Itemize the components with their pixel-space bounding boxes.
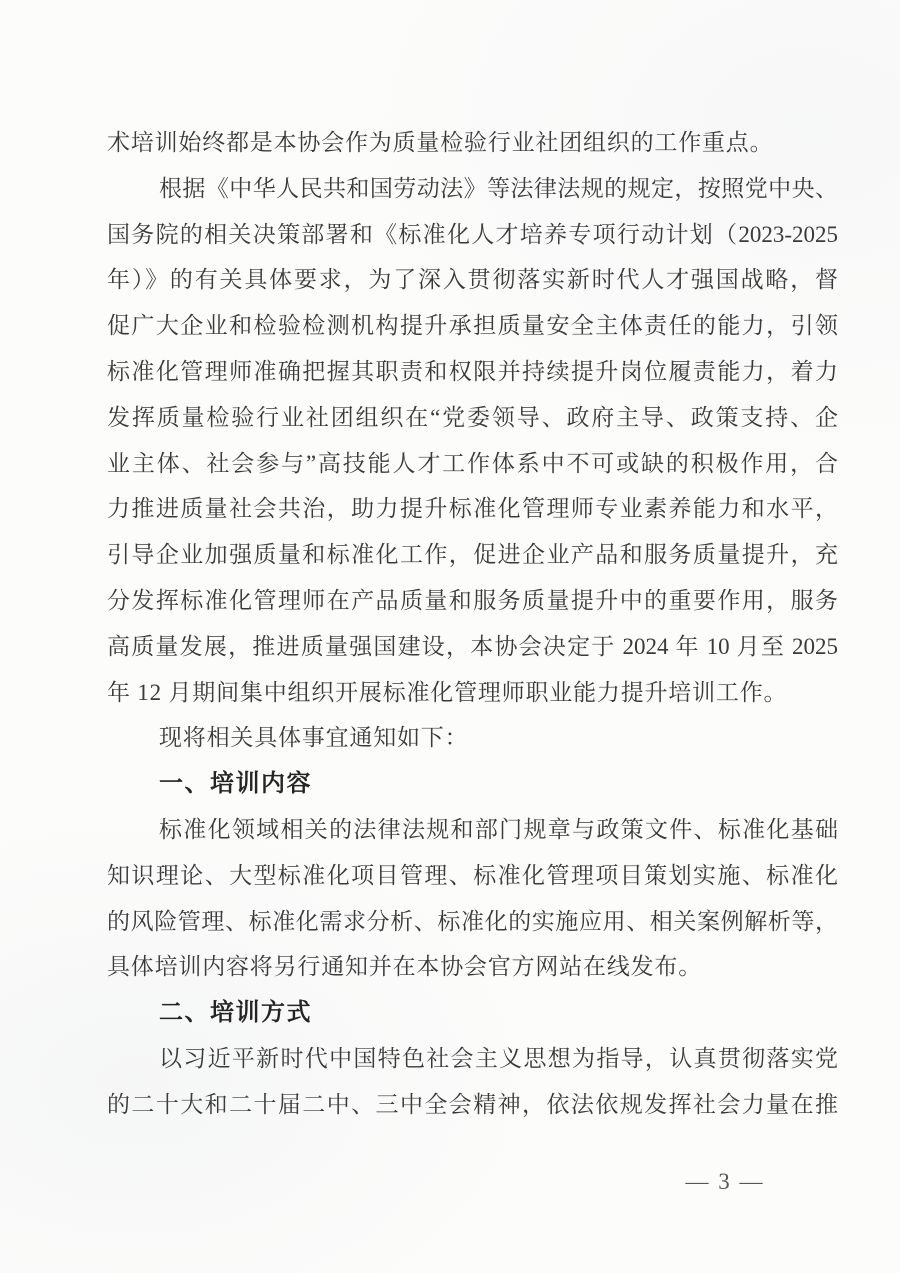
text-line: 年）》的有关具体要求，为了深入贯彻落实新时代人才强国战略，督 — [107, 267, 838, 293]
text-block — [107, 120, 838, 1128]
text-line: 标准化管理师准确把握其职责和权限并持续提升岗位履责能力，着力 — [107, 358, 838, 384]
text-line: 国务院的相关决策部署和《标准化人才培养专项行动计划（2023-2025 — [107, 221, 838, 247]
text-line: 根据《中华人民共和国劳动法》等法律法规的规定，按照党中央、 — [159, 175, 838, 201]
text-line: 分发挥标准化管理师在产品质量和服务质量提升中的重要作用，服务 — [107, 587, 838, 613]
text-line: 发挥质量检验行业社团组织在“党委领导、政府主导、政策支持、企 — [107, 404, 838, 430]
section-heading: 二、培训方式 — [159, 999, 312, 1027]
text-line: 以习近平新时代中国特色社会主义思想为指导，认真贯彻落实党 — [159, 1045, 838, 1071]
text-line: 促广大企业和检验检测机构提升承担质量安全主体责任的能力，引领 — [107, 313, 838, 339]
text-line: 现将相关具体事宜通知如下： — [159, 725, 469, 751]
text-line: 高质量发展，推进质量强国建设，本协会决定于 2024 年 10 月至 2025 — [107, 633, 838, 659]
text-line: 年 12 月期间集中组织开展标准化管理师职业能力提升培训工作。 — [107, 679, 788, 705]
text-line: 知识理论、大型标准化项目管理、标准化管理项目策划实施、标准化 — [107, 862, 838, 888]
page-number: — 3 — — [685, 1169, 765, 1194]
text-line: 力推进质量社会共治，助力提升标准化管理师专业素养能力和水平， — [107, 496, 838, 522]
text-line: 的二十大和二十届二中、三中全会精神，依法依规发挥社会力量在推 — [107, 1091, 838, 1117]
text-line: 业主体、社会参与”高技能人才工作体系中不可或缺的积极作用，合 — [107, 450, 838, 476]
section-heading: 一、培训内容 — [159, 770, 312, 798]
text-line: 标准化领域相关的法律法规和部门规章与政策文件、标准化基础 — [159, 816, 838, 842]
text-line: 的风险管理、标准化需求分析、标准化的实施应用、相关案例解析等， — [107, 908, 838, 934]
text-line: 引导企业加强质量和标准化工作，促进企业产品和服务质量提升，充 — [107, 542, 838, 568]
text-line: 具体培训内容将另行通知并在本协会官方网站在线发布。 — [107, 954, 702, 980]
text-line: 术培训始终都是本协会作为质量检验行业社团组织的工作重点。 — [107, 130, 774, 155]
